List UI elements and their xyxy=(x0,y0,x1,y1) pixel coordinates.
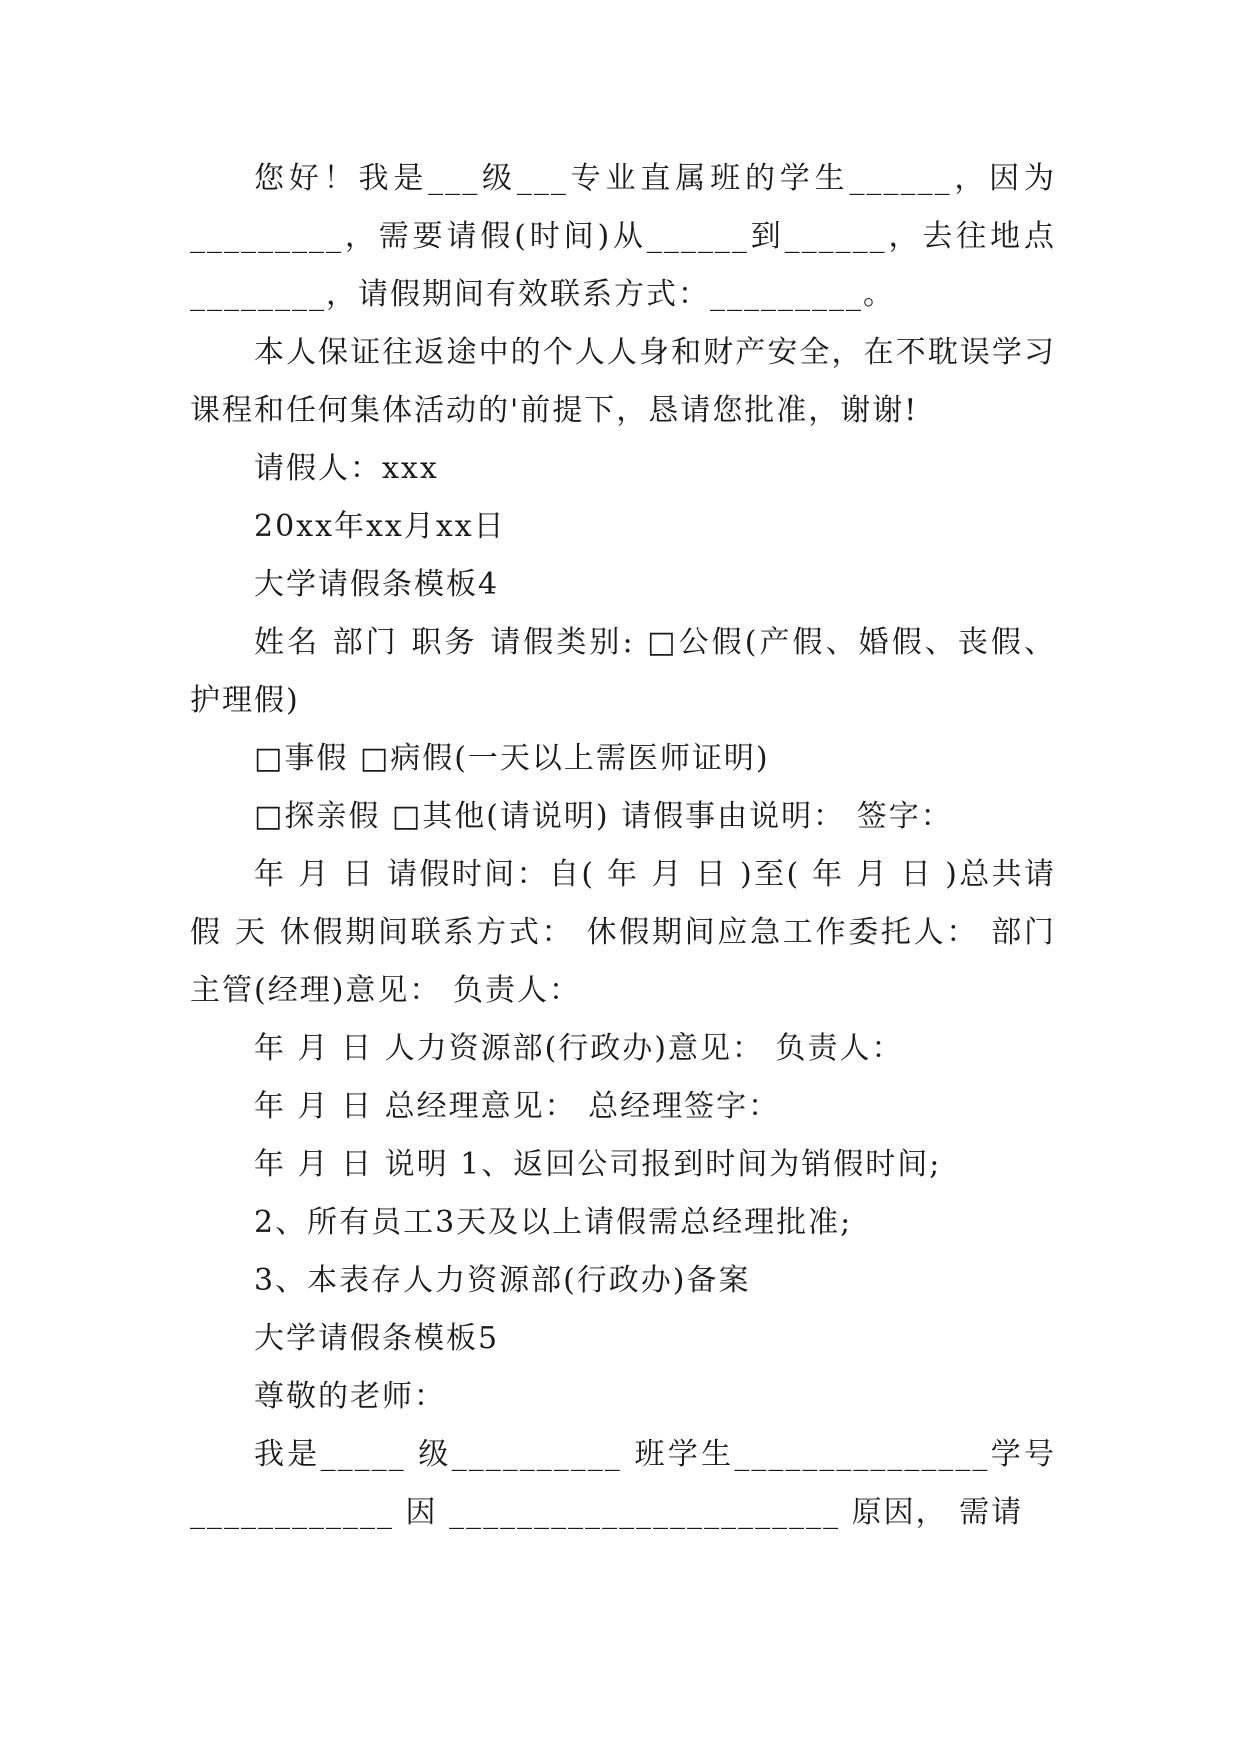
salutation: 尊敬的老师： xyxy=(254,1379,446,1414)
paragraph-safety-guarantee: 本人保证往返途中的个人人身和财产安全，在不耽误学习课程和任何集体活动的'前提下，恳请您批准，谢谢! xyxy=(190,335,1056,428)
paragraph-student-info: 我是_____ 级__________ 班学生_______________学号____________ 因 _______________________ 原因， 需请 xyxy=(190,1437,1056,1530)
hr-opinion-line: 年 月 日 人力资源部(行政办)意见： 负责人： xyxy=(254,1031,904,1066)
paragraph-leave-request-details: 您好！我是___级___专业直属班的学生______，因为_________，需要请假(时间)从______到______，去往地点________，请假期间有效联系方式：_________。 xyxy=(190,161,1056,312)
template-5-heading: 大学请假条模板5 xyxy=(254,1321,500,1356)
date-line: 20xx年xx月xx日 xyxy=(254,509,506,544)
document-body xyxy=(190,150,1056,1542)
leave-period-and-contacts: 年 月 日 请假时间：自( 年 月 日 )至( 年 月 日 )总共请假 天 休假期间联系方式： 休假期间应急工作委托人： 部门主管(经理)意见： 负责人： xyxy=(190,857,1056,1008)
leave-type-options-2: □探亲假 □其他(请说明) 请假事由说明： 签字： xyxy=(254,799,953,834)
note-1: 年 月 日 说明 1、返回公司报到时间为销假时间; xyxy=(254,1147,942,1182)
note-3: 3、本表存人力资源部(行政办)备案 xyxy=(254,1263,751,1298)
note-2: 2、所有员工3天及以上请假需总经理批准; xyxy=(254,1205,853,1240)
form-fields-leave-category: 姓名 部门 职务 请假类别: □公假(产假、婚假、丧假、护理假) xyxy=(190,625,1056,718)
gm-opinion-line: 年 月 日 总经理意见： 总经理签字： xyxy=(254,1089,781,1124)
template-4-heading: 大学请假条模板4 xyxy=(254,567,500,602)
leave-type-options-1: □事假 □病假(一天以上需医师证明) xyxy=(254,741,770,776)
applicant-line: 请假人：xxx xyxy=(254,451,439,486)
